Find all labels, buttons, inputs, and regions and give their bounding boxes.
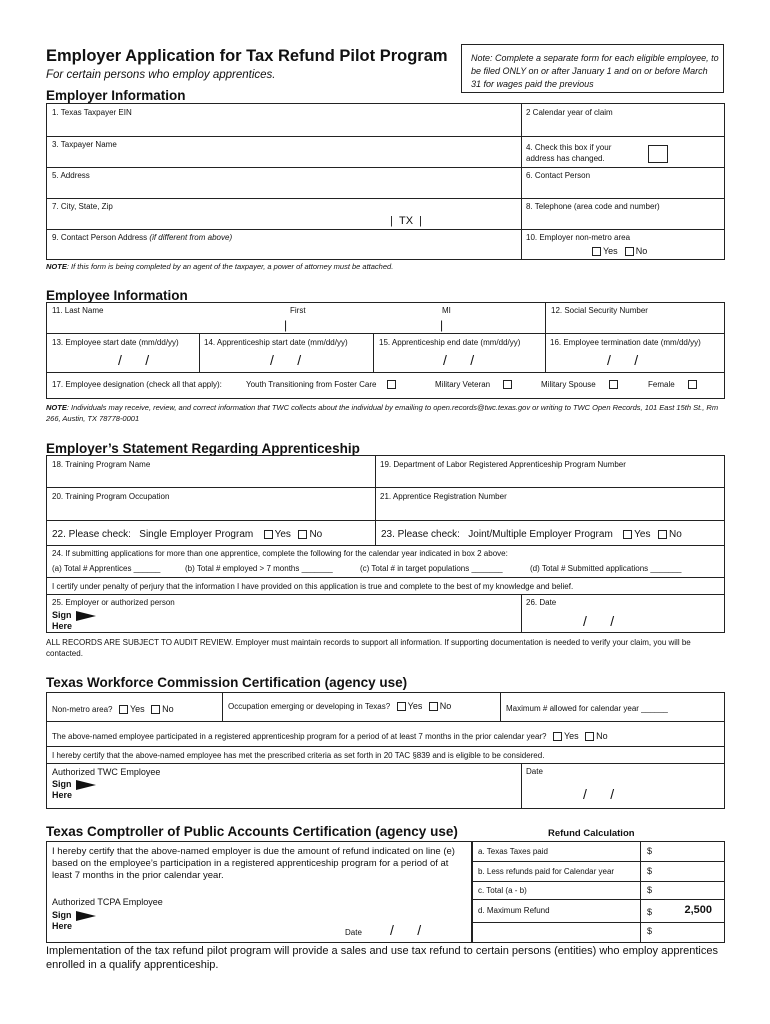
dol-program-number-field[interactable]: 19. Department of Labor Registered Apprenticeship Program Number (380, 460, 626, 469)
female-checkbox[interactable] (688, 380, 697, 389)
contact-address-label: 9. Contact Person Address (52, 233, 148, 242)
twc-sign-here[interactable] (52, 779, 96, 800)
refund-row-d-value: 2,500 (684, 904, 712, 916)
refund-row-b-label: b. Less refunds paid for Calendar year (478, 867, 615, 876)
address-changed-checkbox[interactable] (648, 145, 668, 163)
refund-calculation-heading: Refund Calculation (548, 828, 635, 839)
contact-address-field[interactable] (52, 233, 232, 242)
refund-row-c-currency: $ (647, 885, 653, 895)
filing-note: Note: Complete a separate form for each eligible employee, to be filed ONLY on or after January 1 and on or before March 31 for wages paid the previous (471, 53, 719, 89)
last-name-field[interactable]: 11. Last Name (52, 306, 104, 315)
single-employer-yes-label: Yes (274, 529, 291, 540)
twc-nonmetro-yes-checkbox[interactable] (119, 705, 128, 714)
address-field[interactable]: 5. Address (52, 171, 90, 180)
twc-participated-no-checkbox[interactable] (585, 732, 594, 741)
footer-text: Implementation of the tax refund pilot program will provide a sales and use tax refund to certain persons (entities) who employ apprentices enrolled in a qualify apprenticeship. (46, 945, 718, 971)
audit-notice: ALL RECORDS ARE SUBJECT TO AUDIT REVIEW. Employer must maintain records to support all information. If supporting documentation is needed to verify your claim, you will be contacted. (46, 638, 691, 658)
twc-sign-label: Sign (52, 779, 72, 789)
first-name-field[interactable]: First (290, 306, 306, 315)
non-metro-no-label: No (635, 246, 648, 256)
single-employer-yes-checkbox[interactable] (264, 530, 273, 539)
twc-occupation-yes-label: Yes (407, 701, 423, 711)
cpa-sign-label: Sign (52, 910, 72, 920)
apprenticeship-end-date-field[interactable]: 15. Apprenticeship end date (mm/dd/yy) (379, 338, 521, 347)
employer-signature-label: 25. Employer or authorized person (52, 598, 175, 607)
twc-participated-yes-label: Yes (563, 731, 579, 741)
joint-employer-label: Joint/Multiple Employer Program (468, 529, 613, 540)
records-note-label: NOTE (46, 403, 67, 412)
state-value: | TX | (390, 215, 423, 227)
agent-note (46, 262, 393, 271)
form-subtitle: For certain persons who employ apprentices. (46, 69, 276, 81)
form-title: Employer Application for Tax Refund Pilot Program (46, 47, 448, 65)
joint-employer-yes-label: Yes (634, 529, 651, 540)
non-metro-label: 10. Employer non-metro area (526, 233, 631, 242)
twc-occupation-label: Occupation emerging or developing in Texas? (228, 702, 391, 711)
records-note (46, 402, 726, 424)
cpa-sign-here[interactable] (52, 910, 96, 931)
twc-occupation-yes-checkbox[interactable] (397, 702, 406, 711)
termination-date-slashes: / / (607, 352, 639, 368)
designation-veteran (435, 380, 514, 389)
joint-employer-yes-checkbox[interactable] (623, 530, 632, 539)
twc-date-field[interactable]: Date (526, 767, 543, 776)
statement-heading: Employer’s Statement Regarding Apprenticeship (46, 441, 360, 456)
employee-start-date-field[interactable]: 13. Employee start date (mm/dd/yy) (52, 338, 179, 347)
twc-sign-arrow-icon (76, 780, 96, 790)
termination-date-field[interactable]: 16. Employee termination date (mm/dd/yy) (550, 338, 701, 347)
twc-heading: Texas Workforce Commission Certification (agency use) (46, 675, 408, 690)
apprenticeship-start-date-field[interactable]: 14. Apprenticeship start date (mm/dd/yy) (204, 338, 348, 347)
ein-field[interactable]: 1. Texas Taxpayer EIN (52, 108, 132, 117)
employer-sign-here[interactable] (52, 610, 96, 631)
agent-note-text: : If this form is being completed by an agent of the taxpayer, a power of attorney must be attached. (66, 262, 394, 271)
here-label: Here (52, 620, 73, 631)
designation-spouse (541, 380, 620, 389)
twc-participated-label: The above-named employee participated in a registered apprenticeship program for a period of at least 7 months in the prior calendar year? (52, 732, 547, 741)
multiple-apprentices-label: 24. If submitting applications for more than one apprentice, complete the following for the calendar year indicated in box 2 above: (52, 549, 508, 558)
name-divider-2: | (440, 318, 444, 332)
employee-info-heading: Employee Information (46, 288, 188, 303)
sign-arrow-icon (76, 611, 96, 621)
calendar-year-field[interactable]: 2 Calendar year of claim (526, 108, 613, 117)
twc-authorized-label: Authorized TWC Employee (52, 767, 161, 777)
refund-row-c-label: c. Total (a - b) (478, 886, 527, 895)
designation-youth-label: Youth Transitioning from Foster Care (246, 380, 377, 389)
employer-date-slashes: / / (583, 613, 615, 629)
training-program-name-field[interactable]: 18. Training Program Name (52, 460, 151, 469)
joint-employer-no-checkbox[interactable] (658, 530, 667, 539)
total-employed-field[interactable]: (b) Total # employed > 7 months _______ (185, 564, 333, 573)
contact-address-note: (if different from above) (149, 233, 233, 242)
name-divider-1: | (284, 318, 288, 332)
employer-info-heading: Employer Information (46, 88, 186, 103)
single-employer-row (52, 529, 322, 540)
twc-occupation-row (228, 701, 451, 711)
employer-date-field[interactable]: 26. Date (526, 598, 557, 607)
sign-label: Sign (52, 610, 72, 620)
twc-nonmetro-no-checkbox[interactable] (151, 705, 160, 714)
refund-row-a-currency: $ (647, 846, 653, 856)
twc-participated-row (52, 731, 608, 741)
cpa-sign-arrow-icon (76, 911, 96, 921)
designation-veteran-label: Military Veteran (435, 380, 491, 389)
youth-checkbox[interactable] (387, 380, 396, 389)
cpa-date-slashes: / / (390, 922, 422, 938)
designation-label: 17. Employee designation (check all that apply): (52, 380, 222, 389)
twc-nonmetro-row (52, 704, 174, 714)
twc-maximum-field[interactable]: Maximum # allowed for calendar year ______ (506, 704, 668, 713)
agent-note-label: NOTE (46, 262, 67, 271)
twc-nonmetro-yes-label: Yes (129, 704, 145, 714)
telephone-field[interactable]: 8. Telephone (area code and number) (526, 202, 660, 211)
cpa-heading: Texas Comptroller of Public Accounts Certification (agency use) (46, 824, 458, 839)
cpa-date-field[interactable]: Date (345, 928, 362, 937)
joint-employer-row (381, 529, 682, 540)
refund-row-b-currency: $ (647, 866, 653, 876)
total-apprentices-field[interactable]: (a) Total # Apprentices ______ (52, 564, 161, 573)
cpa-here-label: Here (52, 920, 73, 931)
employee-start-date-slashes: / / (118, 352, 150, 368)
cpa-authorized-label: Authorized TCPA Employee (52, 897, 163, 907)
single-employer-no-checkbox[interactable] (298, 530, 307, 539)
city-state-zip-field[interactable]: 7. City, State, Zip (52, 202, 113, 211)
refund-row-d-label: d. Maximum Refund (478, 906, 550, 915)
twc-date-slashes: / / (583, 786, 615, 802)
non-metro-no-checkbox[interactable] (625, 247, 634, 256)
spouse-checkbox[interactable] (609, 380, 618, 389)
total-submitted-field[interactable]: (d) Total # Submitted applications _______ (530, 564, 682, 573)
single-employer-no-label: No (309, 529, 323, 540)
apprenticeship-start-date-slashes: / / (270, 352, 302, 368)
taxpayer-name-field[interactable]: 3. Taxpayer Name (52, 140, 117, 149)
designation-spouse-label: Military Spouse (541, 380, 596, 389)
joint-employer-no-label: No (669, 529, 682, 540)
refund-row-d-currency: $ (647, 907, 653, 917)
middle-initial-field[interactable]: MI (442, 306, 451, 315)
non-metro-options (590, 246, 647, 256)
ssn-field[interactable]: 12. Social Security Number (551, 306, 648, 315)
twc-nonmetro-no-label: No (162, 704, 174, 714)
non-metro-yes-checkbox[interactable] (592, 247, 601, 256)
non-metro-yes-label: Yes (603, 246, 618, 256)
twc-certify-statement: I hereby certify that the above-named employee has met the prescribed criteria as set forth in 20 TAC §839 and is eligible to be considered. (52, 751, 545, 760)
refund-row-a-label: a. Texas Taxes paid (478, 847, 548, 856)
apprentice-registration-field[interactable]: 21. Apprentice Registration Number (380, 492, 507, 501)
single-employer-prompt: 22. Please check: (52, 529, 131, 540)
twc-occupation-no-checkbox[interactable] (429, 702, 438, 711)
cpa-certify-statement: I hereby certify that the above-named employer is due the amount of refund indicated on line (e) based on the employee’s participation in a registered apprenticeship program for a period of at least 7 months in the prior calendar year. (52, 846, 455, 881)
refund-row-e-currency: $ (647, 926, 653, 936)
state-text: TX (398, 215, 414, 227)
perjury-statement: I certify under penalty of perjury that the information I have provided on this application is true and complete to the best of my knowledge and belief. (52, 582, 574, 591)
veteran-checkbox[interactable] (503, 380, 512, 389)
single-employer-label: Single Employer Program (139, 529, 254, 540)
twc-participated-yes-checkbox[interactable] (553, 732, 562, 741)
records-note-text: : Individuals may receive, review, and correct information that TWC collects about the individual by emailing to open.records@twc.texas.gov or writing to TWC Open Records, 101 East 15th St., Rm 266, Austin, TX 78778-0001 (46, 403, 719, 423)
contact-person-field[interactable]: 6. Contact Person (526, 171, 591, 180)
designation-youth (246, 380, 398, 389)
twc-occupation-no-label: No (439, 701, 452, 711)
twc-nonmetro-label: Non-metro area? (52, 705, 113, 714)
address-changed-label: 4. Check this box if your address has changed. (526, 143, 612, 163)
designation-female-label: Female (648, 380, 675, 389)
total-target-field[interactable]: (c) Total # in target populations _______ (360, 564, 503, 573)
joint-employer-prompt: 23. Please check: (381, 529, 460, 540)
designation-female (648, 380, 699, 389)
twc-participated-no-label: No (596, 731, 608, 741)
twc-here-label: Here (52, 789, 73, 800)
apprenticeship-end-date-slashes: / / (443, 352, 475, 368)
training-occupation-field[interactable]: 20. Training Program Occupation (52, 492, 170, 501)
